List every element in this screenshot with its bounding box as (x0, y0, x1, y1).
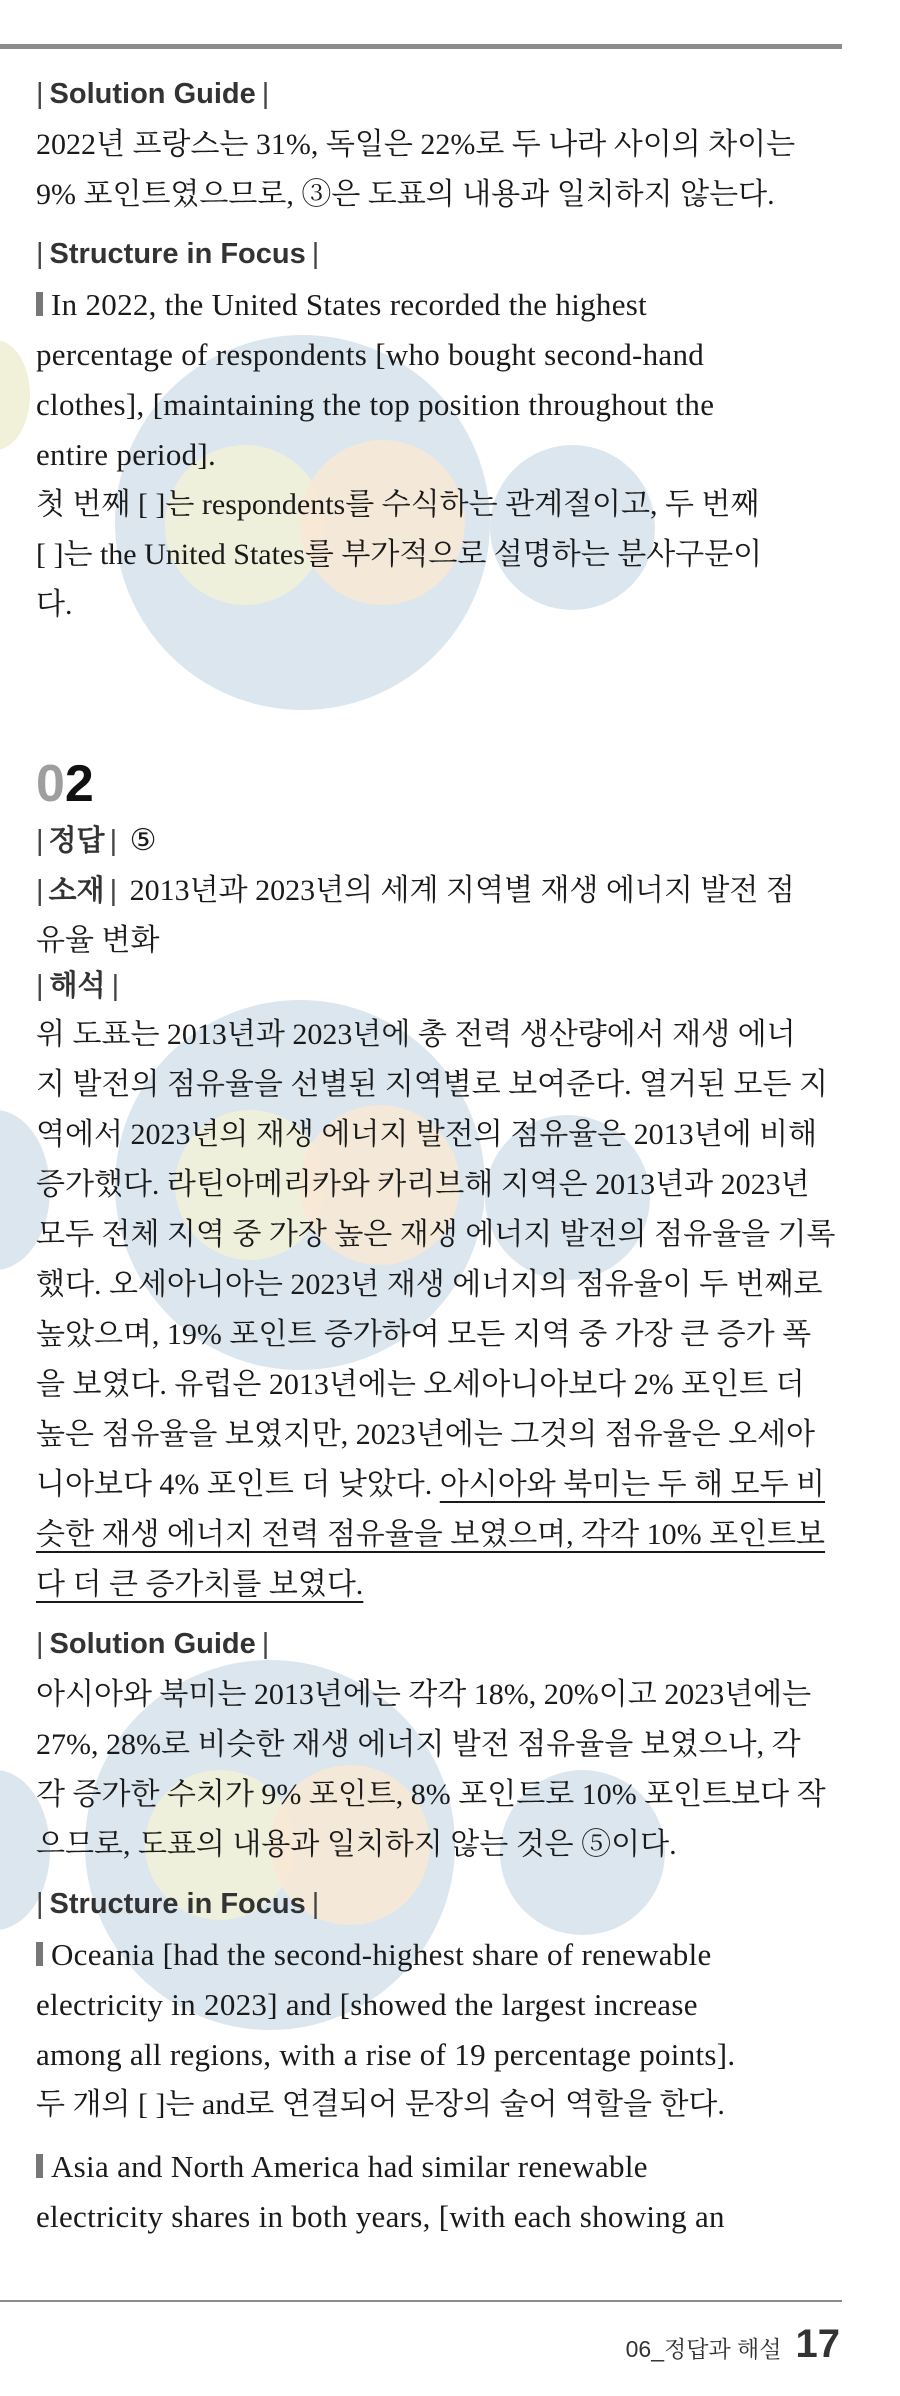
page-number: 17 (795, 2322, 840, 2366)
structure-sentence: In 2022, the United States recorded the highest percentage of respondents [who bought second-hand clothes], [maintaining the top position throughout the entire period]. (36, 287, 715, 472)
bullet-marker (36, 2154, 43, 2178)
page-content (36, 74, 844, 2242)
structure-note: 두 개의 [ ]는 and로 연결되어 문장의 술어 역할을 한다. (36, 2088, 725, 2121)
material-label: | 소재 | (36, 875, 118, 907)
underlined-sentence: 슷한 재생 에너지 전력 점유율을 보였으며, 각각 10% 포인트보 (36, 1518, 826, 1551)
bottom-rule (0, 2300, 842, 2302)
answer-row (36, 816, 844, 866)
section-number: 02 (36, 755, 94, 813)
top-rule (0, 44, 842, 49)
answer-label: | 정답 | (36, 825, 118, 857)
interpretation-label: | 해석 | (36, 970, 120, 1002)
footer-title: 06_정답과 해설 (625, 2336, 782, 2362)
structure-note: 첫 번째 [ ]는 respondents를 수식하는 관계절이고, 두 번째 [ ]는 the United States를 부가적으로 설명하는 분사구문이 다. (36, 488, 763, 621)
answer-value: ⑤ (129, 824, 157, 857)
structure-sentence: Oceania [had the second-highest share of renewable electricity in 2023] and [showed the largest increase among all regions, with a rise of 19 percentage points]. (36, 1937, 736, 2072)
bullet-marker (36, 1942, 43, 1966)
page-footer (626, 2322, 840, 2367)
underlined-sentence: 아시아와 북미는 두 해 모두 비 (439, 1468, 826, 1501)
underlined-sentence: 다 더 큰 증가치를 보였다. (36, 1568, 364, 1601)
solution-guide-text: 아시아와 북미는 2013년에는 각각 18%, 20%이고 2023년에는 27%, 28%로 비슷한 재생 에너지 발전 점유율을 보였으나, 각 각 증가한 수치가 9% 포인트, 8% 포인트로 10% 포인트보다 작 으므로, 도표의 내용과 일치하지 않는 것은 ⑤이다. (36, 1678, 826, 1861)
decor-circle (0, 340, 30, 450)
structure-label: | Structure in Focus | (36, 238, 320, 270)
material-row: | 소재 | 2013년과 2023년의 세계 지역별 재생 에너지 발전 점 유율 변화 (36, 874, 795, 957)
interpretation-text: 위 도표는 2013년과 2023년에 총 전력 생산량에서 재생 에너 지 발전의 점유율을 선별된 지역별로 보여준다. 열거된 모든 지 역에서 2023년의 재생 에너지 발전의 점유율은 2013년에 비해 증가했다. 라틴아메리카와 카리브해 지역은 2013년과 2023년 모두 전체 지역 중 가장 높은 재생 에너지 발전의 점유율을 기록 했다. 오세아니아는 2023년 재생 에너지의 점유율이 두 번째로 높았으며, 19% 포인트 증가하여 모든 지역 중 가장 큰 증가 폭 을 보였다. 유럽은 2013년에는 오세아니아보다 2% 포인트 더 높은 점유율을 보였지만, 2023년에는 그것의 점유율은 오세아 니아보다 4% 포인트 더 낮았다. 아시아와 북미는 두 해 모두 비 슷한 재생 에너지 전력 점유율을 보였으며, 각각 10% 포인트보 다 더 큰 증가치를 보였다. (36, 1018, 836, 1601)
solution-guide-label: | Solution Guide | (36, 78, 270, 110)
solution-guide-label: | Solution Guide | (36, 1628, 270, 1660)
solution-guide-text: 2022년 프랑스는 31%, 독일은 22%로 두 나라 사이의 차이는 9% 포인트였으므로, ③은 도표의 내용과 일치하지 않는다. (36, 128, 796, 211)
bullet-marker (36, 292, 43, 316)
structure-label: | Structure in Focus | (36, 1888, 320, 1920)
structure-sentence: Asia and North America had similar renewable electricity shares in both years, [with each showing an (36, 2149, 725, 2234)
